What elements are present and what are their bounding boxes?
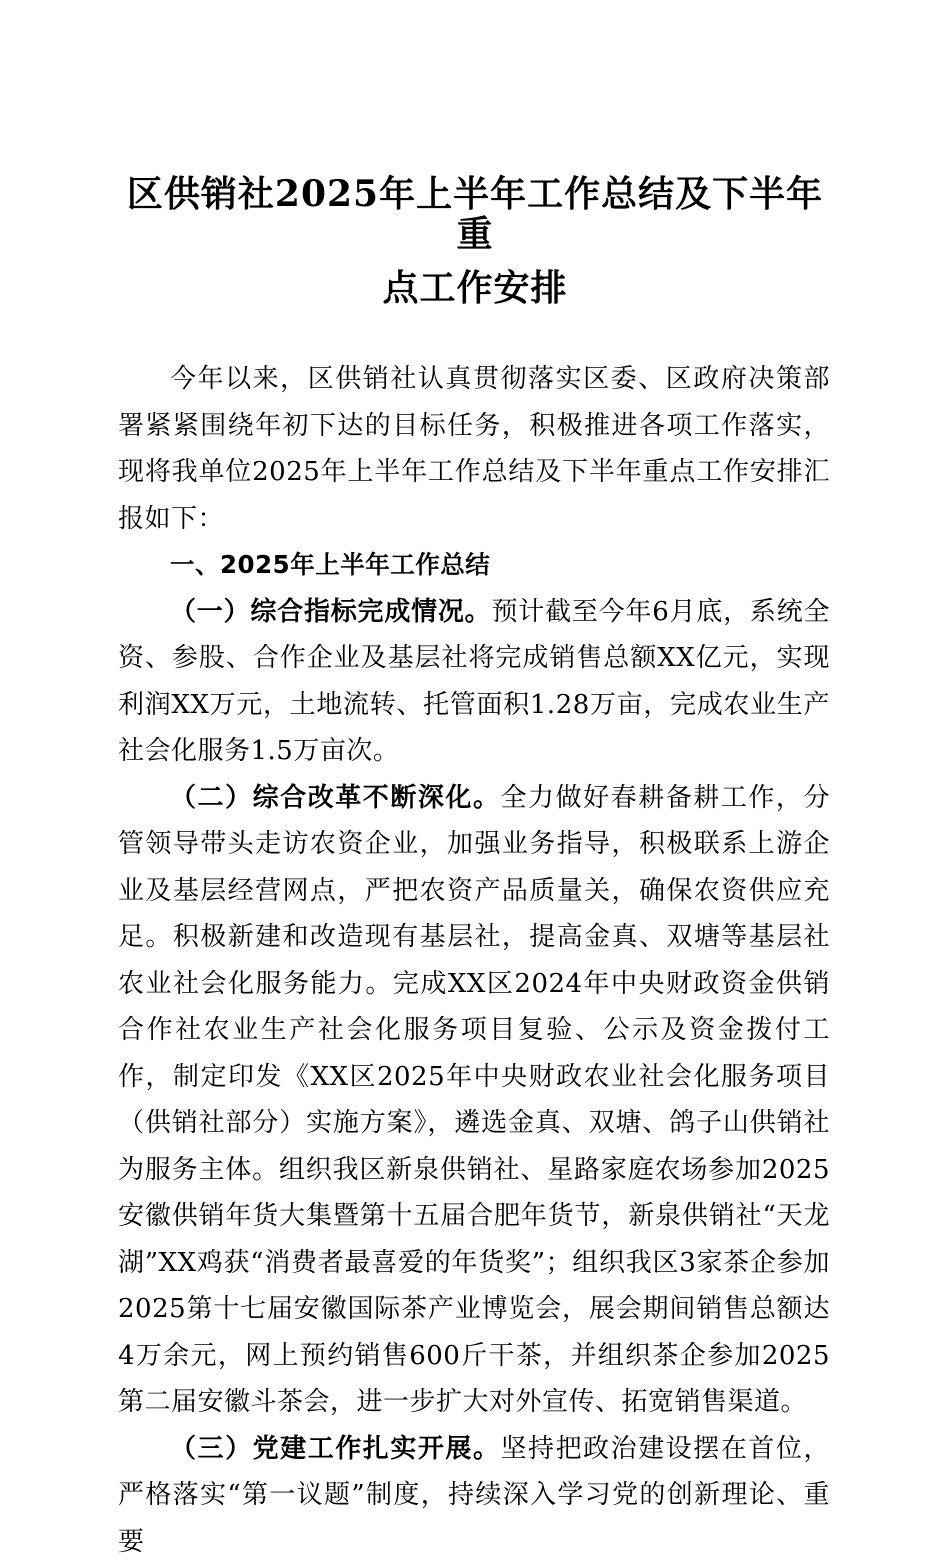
item-2-lead: （二）综合改革不断深化。 xyxy=(170,783,501,813)
item-2-text: 全力做好春耕备耕工作，分管领导带头走访农资企业，加强业务指导，积极联系上游企业及基层经营网点，严把农资产品质量关，确保农资供应充足。积极新建和改造现有基层社，提高金真、双塘等基层社农业社会化服务能力。完成XX区2024年中央财政资金供销合作社农业生产社会化服务项目复验、公示及资金拨付工作，制定印发《XX区2025年中央财政农业社会化服务项目（供销社部分）实施方案》，遴选金真、双塘、鸽子山供销社为服务主体。组织我区新泉供销社、星路家庭农场参加2025安徽供销年货大集暨第十五届合肥年货节，新泉供销社“天龙湖”XX鸡获“消费者最喜爱的年货奖”；组织我区3家茶企参加2025第十七届安徽国际茶产业博览会，展会期间销售总额达4万余元，网上预约销售600斤干茶，并组织茶企参加2025第二届安徽斗茶会，进一步扩大对外宣传、拓宽销售渠道。 xyxy=(118,783,830,1418)
item-3-text: 坚持把政治建设摆在首位，严格落实“第一议题”制度，持续深入学习党的创新理论、重要 xyxy=(118,1434,830,1557)
item-1-paragraph xyxy=(118,589,830,775)
section-heading: 一、2025年上半年工作总结 xyxy=(118,542,830,589)
item-1-text: 预计截至今年6月底，系统全资、参股、合作企业及基层社将完成销售总额XX亿元，实现利润XX万元，土地流转、托管面积1.28万亩，完成农业生产社会化服务1.5万亩次。 xyxy=(118,597,830,767)
intro-paragraph: 今年以来，区供销社认真贯彻落实区委、区政府决策部署紧紧围绕年初下达的目标任务，积极推进各项工作落实，现将我单位2025年上半年工作总结及下半年重点工作安排汇报如下： xyxy=(118,356,830,542)
item-3-lead: （三）党建工作扎实开展。 xyxy=(170,1434,501,1464)
document-title-line-2: 点工作安排 xyxy=(110,268,840,308)
item-3-paragraph xyxy=(118,1426,830,1565)
document-title-line-1: 区供销社2025年上半年工作总结及下半年重 xyxy=(110,174,840,254)
item-2-paragraph xyxy=(118,775,830,1426)
item-1-lead: （一）综合指标完成情况。 xyxy=(170,597,491,627)
document-body xyxy=(118,356,830,1565)
